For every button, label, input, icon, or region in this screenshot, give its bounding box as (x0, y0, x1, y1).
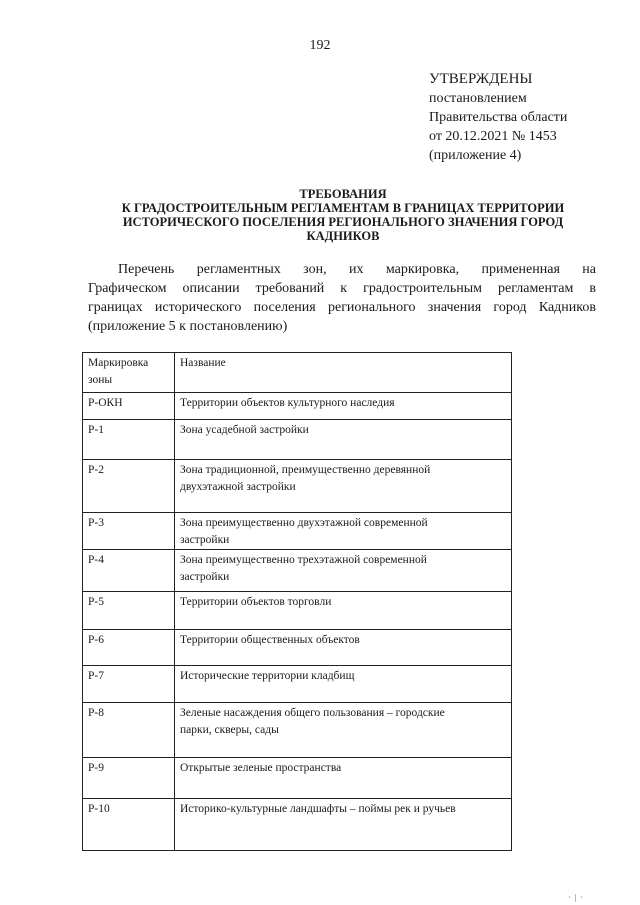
approval-title: УТВЕРЖДЕНЫ (429, 71, 533, 87)
heading-line: К ГРАДОСТРОИТЕЛЬНЫМ РЕГЛАМЕНТАМ В ГРАНИЦАХ ТЕРРИТОРИИ (121, 201, 565, 215)
zone-code: Р-3 (83, 513, 175, 550)
table-row (83, 703, 512, 758)
zone-name-line: Зеленые насаждения общего пользования – городские (180, 707, 445, 719)
zone-code: Р-4 (83, 550, 175, 592)
zone-name (175, 550, 512, 592)
table-row (83, 460, 512, 513)
zone-name-line: Зона преимущественно трехэтажной современной (180, 554, 427, 566)
zone-name (175, 420, 512, 460)
zone-name-line: Зона традиционной, преимущественно деревянной (180, 464, 431, 476)
zone-name-line: двухэтажной застройки (180, 481, 296, 493)
header-code-cell (83, 353, 175, 393)
zone-name-line: парки, скверы, сады (180, 724, 279, 736)
zone-name-line: Историко-культурные ландшафты – поймы рек и ручьев (180, 803, 456, 815)
zone-code: Р-9 (83, 758, 175, 799)
header-name-cell: Название (175, 353, 512, 393)
table-row (83, 630, 512, 666)
zone-name (175, 592, 512, 630)
table-header-row (83, 353, 512, 393)
zone-name-line: Исторические территории кладбищ (180, 670, 355, 682)
intro-paragraph (88, 260, 596, 336)
table-row (83, 799, 512, 851)
approval-line: постановлением (429, 91, 527, 106)
zone-name-line: Территории общественных объектов (180, 634, 360, 646)
zone-name (175, 460, 512, 513)
zone-name-line: застройки (180, 571, 230, 583)
heading-line: ИСТОРИЧЕСКОГО ПОСЕЛЕНИЯ РЕГИОНАЛЬНОГО ЗНАЧЕНИЯ ГОРОД (122, 215, 564, 229)
table-row (83, 666, 512, 703)
intro-line: Перечень регламентных зон, их маркировка, примененная на (118, 262, 596, 277)
zone-name-line: Территории объектов торговли (180, 596, 332, 608)
zone-code: Р-6 (83, 630, 175, 666)
table-row (83, 513, 512, 550)
table-row (83, 550, 512, 592)
intro-line: границах исторического поселения регионального значения город Кадников (88, 300, 596, 315)
approval-line: Правительства области (429, 110, 568, 125)
table-row (83, 592, 512, 630)
approval-block (429, 70, 567, 165)
zone-name-line: Зона преимущественно двухэтажной современной (180, 517, 428, 529)
zones-table (82, 352, 512, 851)
zone-code: Р-8 (83, 703, 175, 758)
zone-name (175, 513, 512, 550)
heading-line: КАДНИКОВ (306, 229, 380, 243)
zone-code: Р-1 (83, 420, 175, 460)
zone-name (175, 393, 512, 420)
document-heading (88, 187, 598, 243)
zone-code: Р-5 (83, 592, 175, 630)
table-row (83, 393, 512, 420)
zone-name-line: застройки (180, 534, 230, 546)
zone-name (175, 799, 512, 851)
zone-code: Р-10 (83, 799, 175, 851)
zone-name (175, 666, 512, 703)
zone-code: Р-ОКН (83, 393, 175, 420)
approval-line: от 20.12.2021 № 1453 (429, 129, 557, 144)
zone-name-line: Зона усадебной застройки (180, 424, 309, 436)
scan-mark: · | · (568, 893, 584, 902)
zone-code: Р-2 (83, 460, 175, 513)
zone-name (175, 758, 512, 799)
approval-line: (приложение 4) (429, 148, 522, 163)
intro-line: (приложение 5 к постановлению) (88, 319, 288, 334)
header-code-label: зоны (88, 374, 113, 386)
header-code-label: Маркировка (88, 357, 149, 369)
heading-line: ТРЕБОВАНИЯ (299, 187, 387, 201)
page-number: 192 (309, 38, 331, 53)
zone-name-line: Территории объектов культурного наследия (180, 397, 395, 409)
table-row (83, 420, 512, 460)
intro-line: Графическом описании требований к градостроительным регламентам в (88, 281, 596, 296)
zone-name-line: Открытые зеленые пространства (180, 762, 342, 774)
zone-code: Р-7 (83, 666, 175, 703)
zone-name (175, 703, 512, 758)
table-row (83, 758, 512, 799)
zone-name (175, 630, 512, 666)
